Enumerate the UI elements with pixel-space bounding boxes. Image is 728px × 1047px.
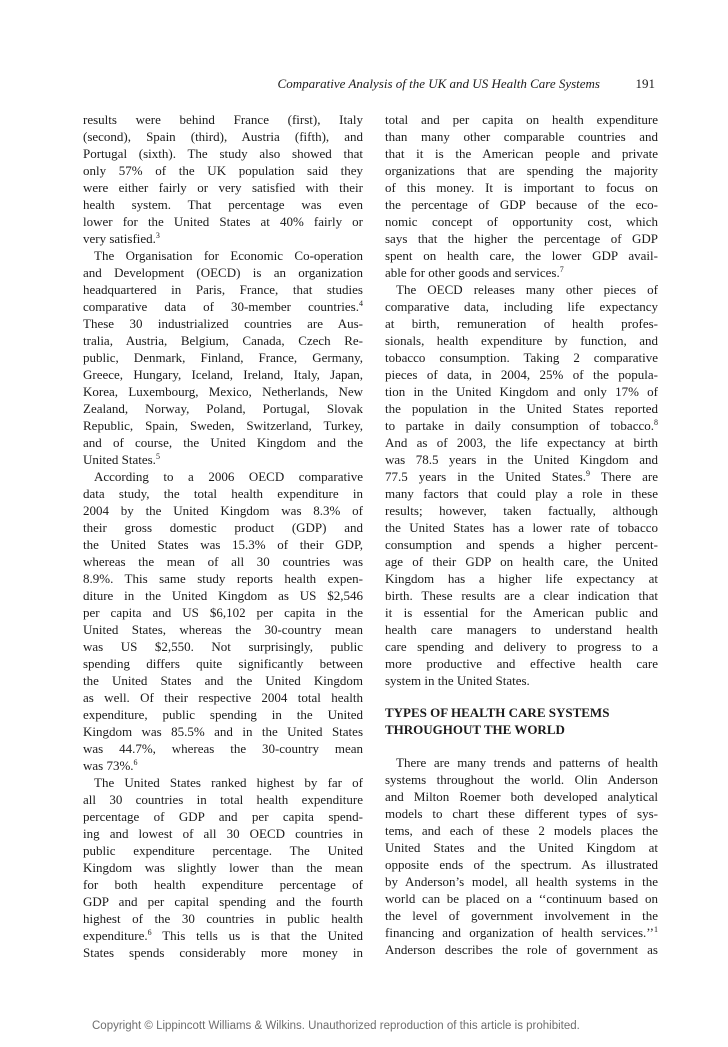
line-text: per capita and US $6,102 per capita in the [83, 605, 363, 620]
text-line [83, 825, 363, 842]
line-text: very satisfied. [83, 231, 156, 246]
text-line [385, 856, 658, 873]
line-text: States spends considerably more money in [83, 945, 363, 960]
text-line [83, 638, 363, 655]
text-line [83, 706, 363, 723]
line-text: to partake in daily consumption of tobacco. [385, 418, 654, 433]
section-heading [385, 704, 658, 738]
text-line [83, 145, 363, 162]
line-text: results; however, taken factually, although [385, 503, 658, 518]
line-text: Korea, Luxembourg, Mexico, Netherlands, New [83, 384, 363, 399]
line-text: (second), Spain (third), Austria (fifth), and [83, 129, 363, 144]
text-line [385, 247, 658, 264]
line-text: financing and organization of health services.’’ [385, 925, 654, 940]
line-text: comparative data of 30-member countries. [83, 299, 359, 314]
text-line [83, 740, 363, 757]
line-text: of this money. It is important to focus on [385, 180, 658, 195]
text-line [83, 383, 363, 400]
line-text: pieces of data, in 2004, 25% of the popula- [385, 367, 658, 382]
text-line [83, 485, 363, 502]
text-line [385, 839, 658, 856]
line-text: Republic, Spain, Sweden, Switzerland, Turkey, [83, 418, 363, 433]
text-line [83, 944, 363, 961]
footnote-reference: 7 [559, 265, 564, 274]
text-line [83, 859, 363, 876]
line-text: system in the United States. [385, 673, 530, 688]
left-column [83, 111, 363, 961]
line-text: was US $2,550. Not surprisingly, public [83, 639, 363, 654]
text-line [83, 400, 363, 417]
text-line [385, 873, 658, 890]
text-line [385, 451, 658, 468]
footnote-reference: 6 [147, 928, 152, 937]
line-text: world can be placed on a ‘‘continuum based on [385, 891, 658, 906]
text-line [385, 924, 658, 941]
line-text: results were behind France (first), Italy [83, 112, 363, 127]
text-line [83, 247, 363, 264]
line-text: their gross domestic product (GDP) and [83, 520, 363, 535]
text-line [83, 723, 363, 740]
line-text: were either fairly or very satisfied with their [83, 180, 363, 195]
text-line [83, 587, 363, 604]
text-line [385, 672, 658, 689]
text-line [83, 910, 363, 927]
text-line [83, 196, 363, 213]
line-text: only 57% of the UK population said they [83, 163, 363, 178]
line-text: by Anderson’s model, all health systems in the [385, 874, 658, 889]
line-text: models to chart these different types of sys- [385, 806, 658, 821]
line-text: consumption and spends a higher percent- [385, 537, 658, 552]
text-line [83, 502, 363, 519]
running-head-title: Comparative Analysis of the UK and US Health Care Systems [277, 76, 600, 91]
text-line [83, 366, 363, 383]
text-line [83, 553, 363, 570]
copyright-notice: Copyright © Lippincott Williams & Wilkins. Unauthorized reproduction of this article is prohibited. [92, 1020, 580, 1032]
line-text: 77.5 years in the United States. [385, 469, 586, 484]
line-text: the United States has a lower rate of tobacco [385, 520, 658, 535]
line-text: tralia, Austria, Belgium, Canada, Czech Re- [83, 333, 363, 348]
line-text: public expenditure percentage. The United [83, 843, 363, 858]
running-head [150, 76, 658, 94]
line-text: able for other goods and services. [385, 265, 560, 280]
line-text: for both health expenditure percentage of [83, 877, 363, 892]
line-text: expenditure. [83, 928, 148, 943]
footnote-reference: 3 [155, 231, 160, 240]
section-body [385, 754, 658, 958]
footnote-reference: 1 [654, 925, 658, 934]
line-text: at birth, remuneration of health profes- [385, 316, 658, 331]
line-text: that it is the American people and private [385, 146, 658, 161]
line-text: more productive and effective health care [385, 656, 658, 671]
page-number: 191 [635, 76, 655, 91]
text-line [83, 672, 363, 689]
text-line [385, 621, 658, 638]
footnote-reference: 6 [133, 758, 138, 767]
line-text: was 44.7%, whereas the 30-country mean [83, 741, 363, 756]
line-text: 2004 by the United Kingdom was 8.3% of [83, 503, 363, 518]
text-line [385, 417, 658, 434]
line-text: The Organisation for Economic Co-operation [94, 248, 363, 263]
footnote-reference: 8 [654, 418, 658, 427]
line-text: the United States was 15.3% of their GDP, [83, 537, 363, 552]
text-line [385, 771, 658, 788]
text-line [83, 604, 363, 621]
line-text: And as of 2003, the life expectancy at birth [385, 435, 658, 450]
text-line [385, 754, 658, 771]
line-text: all 30 countries in total health expenditure [83, 792, 363, 807]
text-line [83, 349, 363, 366]
line-text: and of course, the United Kingdom and the [83, 435, 363, 450]
line-text: United States. [83, 452, 156, 467]
text-line [83, 791, 363, 808]
footnote-reference: 5 [155, 452, 160, 461]
line-text: comparative data, including life expectancy [385, 299, 658, 314]
line-text: whereas the mean of all 30 countries was [83, 554, 363, 569]
text-line [83, 128, 363, 145]
line-text: spending differs quite significantly between [83, 656, 363, 671]
line-text: United States, whereas the 30-country mean [83, 622, 363, 637]
text-line [83, 927, 363, 944]
line-text: headquartered in Paris, France, that studies [83, 282, 363, 297]
line-text: The United States ranked highest by far of [94, 775, 363, 790]
text-line [385, 434, 658, 451]
text-line [385, 213, 658, 230]
text-line [385, 315, 658, 332]
line-text: as well. Of their respective 2004 total health [83, 690, 363, 705]
text-line [385, 519, 658, 536]
line-text: opposite ends of the spectrum. As illustrated [385, 857, 658, 872]
line-text: care spending and delivery to progress to a [385, 639, 658, 654]
text-line [83, 893, 363, 910]
line-text: the United States and the United Kingdom [83, 673, 363, 688]
text-line [385, 655, 658, 672]
text-line [83, 213, 363, 230]
line-text: percentage of GDP and per capita spend- [83, 809, 363, 824]
line-text: it is essential for the American public and [385, 605, 658, 620]
line-text: ing and lowest of all 30 OECD countries in [83, 826, 363, 841]
text-line [83, 281, 363, 298]
line-text: 8.9%. This same study reports health expen- [83, 571, 363, 586]
text-line [83, 519, 363, 536]
line-text: systems throughout the world. Olin Anderson [385, 772, 658, 787]
text-line [385, 604, 658, 621]
line-text: Anderson describes the role of government as [385, 942, 658, 957]
line-text: highest of the 30 countries in public health [83, 911, 363, 926]
text-line [385, 822, 658, 839]
text-line [385, 536, 658, 553]
section-heading-line: TYPES OF HEALTH CARE SYSTEMS [385, 705, 610, 720]
text-line [83, 332, 363, 349]
line-text: many factors that could play a role in these [385, 486, 658, 501]
line-text: birth. These results are a clear indication that [385, 588, 658, 603]
right-column [385, 111, 658, 689]
text-line [385, 587, 658, 604]
line-text: was 78.5 years in the United Kingdom and [385, 452, 658, 467]
line-text: total and per capita on health expenditure [385, 112, 658, 127]
text-line [83, 434, 363, 451]
line-text: There are [590, 469, 658, 484]
text-line [83, 876, 363, 893]
text-line [83, 621, 363, 638]
text-line [385, 941, 658, 958]
text-line [83, 298, 363, 315]
text-line [385, 196, 658, 213]
text-line [83, 774, 363, 791]
text-line [83, 655, 363, 672]
text-line [83, 264, 363, 281]
text-line [385, 366, 658, 383]
text-line [385, 907, 658, 924]
text-line [83, 179, 363, 196]
line-text: organizations that are spending the majority [385, 163, 658, 178]
line-text: Greece, Hungary, Iceland, Ireland, Italy, Japan, [83, 367, 363, 382]
line-text: These 30 industrialized countries are Aus- [83, 316, 363, 331]
text-line [83, 808, 363, 825]
line-text: diture in the United Kingdom as US $2,546 [83, 588, 363, 603]
line-text: spent on health care, the lower GDP avail- [385, 248, 658, 263]
line-text: and Milton Roemer both developed analytical [385, 789, 658, 804]
line-text: According to a 2006 OECD comparative [94, 469, 363, 484]
line-text: United States and the United Kingdom at [385, 840, 658, 855]
footnote-reference: 4 [359, 299, 363, 308]
line-text: lower for the United States at 40% fairly or [83, 214, 363, 229]
line-text: and Development (OECD) is an organization [83, 265, 363, 280]
line-text: Kingdom was slightly lower than the mean [83, 860, 363, 875]
text-line [83, 757, 363, 774]
text-line [385, 298, 658, 315]
text-line [83, 468, 363, 485]
text-line [83, 689, 363, 706]
footnote-reference: 9 [586, 469, 590, 478]
line-text: the level of government involvement in the [385, 908, 658, 923]
line-text: health system. That percentage was even [83, 197, 363, 212]
line-text: sionals, health expenditure by function, and [385, 333, 658, 348]
text-line [385, 400, 658, 417]
text-line [385, 890, 658, 907]
line-text: GDP and per capital spending and the fourth [83, 894, 363, 909]
text-line [385, 468, 658, 485]
line-text: tems, and each of these 2 models places the [385, 823, 658, 838]
line-text: Kingdom was 85.5% and in the United States [83, 724, 363, 739]
line-text: public, Denmark, Finland, France, Germany, [83, 350, 363, 365]
section-heading-line: THROUGHOUT THE WORLD [385, 722, 565, 737]
line-text: This tells us is that the United [151, 928, 363, 943]
text-line [83, 417, 363, 434]
text-line [385, 502, 658, 519]
line-text: age of their GDP on health care, the United [385, 554, 658, 569]
text-line [385, 230, 658, 247]
line-text: Kingdom has a higher life expectancy at [385, 571, 658, 586]
text-line [385, 349, 658, 366]
text-line [83, 162, 363, 179]
text-line [385, 281, 658, 298]
text-line [385, 111, 658, 128]
text-line [385, 128, 658, 145]
line-text: There are many trends and patterns of health [396, 755, 658, 770]
text-line [385, 179, 658, 196]
line-text: Zealand, Norway, Poland, Portugal, Slovak [83, 401, 363, 416]
line-text: the population in the United States reported [385, 401, 658, 416]
line-text: nomic concept of opportunity cost, which [385, 214, 658, 229]
line-text: The OECD releases many other pieces of [396, 282, 658, 297]
line-text: Portugal (sixth). The study also showed that [83, 146, 363, 161]
text-line [83, 842, 363, 859]
text-line [83, 111, 363, 128]
text-line [385, 485, 658, 502]
text-line [385, 162, 658, 179]
text-line [83, 570, 363, 587]
line-text: expenditure, public spending in the United [83, 707, 363, 722]
line-text: tobacco consumption. Taking 2 comparative [385, 350, 658, 365]
text-line [385, 638, 658, 655]
line-text: tion in the United Kingdom and only 17% of [385, 384, 658, 399]
line-text: data study, the total health expenditure in [83, 486, 363, 501]
text-line [385, 788, 658, 805]
text-line [385, 553, 658, 570]
text-line [385, 805, 658, 822]
line-text: health care managers to understand health [385, 622, 658, 637]
text-line [83, 315, 363, 332]
line-text: than many other comparable countries and [385, 129, 658, 144]
text-line [385, 264, 658, 281]
text-line [385, 332, 658, 349]
line-text: says that the higher the percentage of GDP [385, 231, 658, 246]
line-text: the percentage of GDP because of the eco- [385, 197, 658, 212]
text-line [83, 230, 363, 247]
text-line [385, 570, 658, 587]
text-line [385, 145, 658, 162]
text-line [83, 536, 363, 553]
text-line [83, 451, 363, 468]
line-text: was 73%. [83, 758, 134, 773]
text-line [385, 383, 658, 400]
